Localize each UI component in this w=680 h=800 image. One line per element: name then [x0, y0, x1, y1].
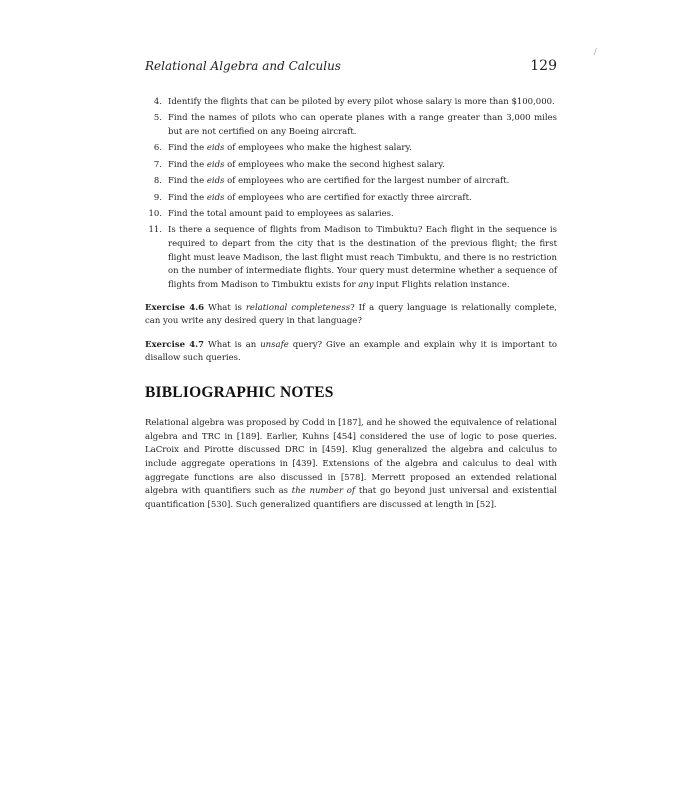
question-number: 9.	[153, 192, 162, 203]
question-item	[145, 142, 557, 156]
running-title: Relational Algebra and Calculus	[145, 59, 341, 73]
text-run: of employees who are certified for the largest number of aircraft.	[224, 176, 510, 187]
question-number: 11.	[148, 225, 162, 236]
question-number: 8.	[153, 176, 162, 187]
text-run: ? If a query language is relationally complete, can you write any desired query in that language?	[145, 303, 557, 327]
bibliographic-notes-paragraph	[145, 417, 557, 512]
text-run: input Flights relation instance.	[373, 279, 510, 290]
text-run: Find the total amount paid to employees as salaries.	[168, 208, 394, 219]
question-text	[168, 192, 557, 206]
italic-text: eids	[206, 143, 225, 154]
italic-text: eids	[206, 192, 225, 203]
section-heading: BIBLIOGRAPHIC NOTES	[145, 384, 334, 402]
exercise-paragraph	[145, 302, 557, 328]
exercise-label: Exercise 4.6	[145, 303, 205, 314]
text-run: that go beyond just universal and existential quantification [530]. Such generalized quantifiers are discussed at length in [52].	[145, 486, 557, 510]
question-item	[145, 224, 557, 292]
text-run: What is an	[204, 340, 261, 351]
text-run: Find the	[168, 176, 207, 187]
question-text	[168, 112, 557, 139]
question-number: 7.	[153, 159, 162, 170]
text-run: Find the names of pilots who can operate planes with a range greater than 3,000 miles but are not certified on any Boeing aircraft.	[168, 113, 557, 137]
text-run: Find the	[168, 143, 207, 154]
question-number: 4.	[153, 97, 162, 107]
exercise-paragraph	[145, 339, 557, 365]
question-item	[145, 175, 557, 189]
question-text	[168, 208, 557, 222]
question-text	[168, 96, 557, 110]
question-number: 5.	[153, 113, 162, 124]
question-item	[145, 159, 557, 173]
question-item	[145, 112, 557, 139]
running-head	[145, 58, 557, 74]
text-run: What is	[204, 303, 246, 314]
exercise-question-list	[145, 96, 557, 292]
question-number: 10.	[148, 208, 162, 219]
question-item	[145, 208, 557, 222]
exercise-label: Exercise 4.7	[145, 340, 205, 351]
italic-text: any	[358, 279, 374, 290]
corner-mark: /	[594, 47, 597, 56]
question-item	[145, 192, 557, 206]
italic-text: eids	[206, 176, 225, 187]
text-run: Find the	[168, 159, 207, 170]
text-run: query? Give an example and explain why it is important to disallow such queries.	[145, 340, 558, 364]
text-run: Find the	[168, 192, 207, 203]
question-text	[168, 142, 557, 156]
text-run: of employees who make the highest salary.	[224, 143, 412, 154]
page-number: 129	[530, 58, 557, 74]
question-number: 6.	[153, 143, 162, 154]
text-run: Relational algebra was proposed by Codd in [187], and he showed the equivalence of relational algebra and TRC in [189]. Earlier, Kuhns [454] considered the use of logic to pose queries. LaCroix and Pirotte discussed DRC in [459]. Klug generalized the algebra and calculus to include aggregate operations in [439]. Extensions of the algebra and calculus to deal with aggregate functions are also discussed in [578]. Merrett proposed an extended relational algebra with quantifiers such as	[145, 418, 557, 497]
italic-text: the number of	[291, 486, 356, 497]
question-text	[168, 159, 557, 173]
italic-text: unsafe	[260, 340, 289, 351]
question-text	[168, 175, 557, 189]
page-content	[145, 96, 557, 512]
question-item	[145, 96, 557, 110]
text-run: Identify the flights that can be piloted by every pilot whose salary is more than $100,000.	[168, 97, 555, 107]
question-text	[168, 224, 557, 292]
text-run: of employees who are certified for exactly three aircraft.	[224, 192, 472, 203]
italic-text: eids	[206, 159, 225, 170]
text-run: Is there a sequence of flights from Madison to Timbuktu? Each flight in the sequence is required to depart from the city that is the destination of the previous flight; the first flight must leave Madison, the last flight must reach Timbuktu, and there is no restriction on the number of intermediate flights. Your query must determine whether a sequence of flights from Madison to Timbuktu exists for	[168, 225, 557, 290]
exercise-list	[145, 302, 557, 365]
italic-text: relational completeness	[245, 303, 351, 314]
text-run: of employees who make the second highest salary.	[224, 159, 445, 170]
